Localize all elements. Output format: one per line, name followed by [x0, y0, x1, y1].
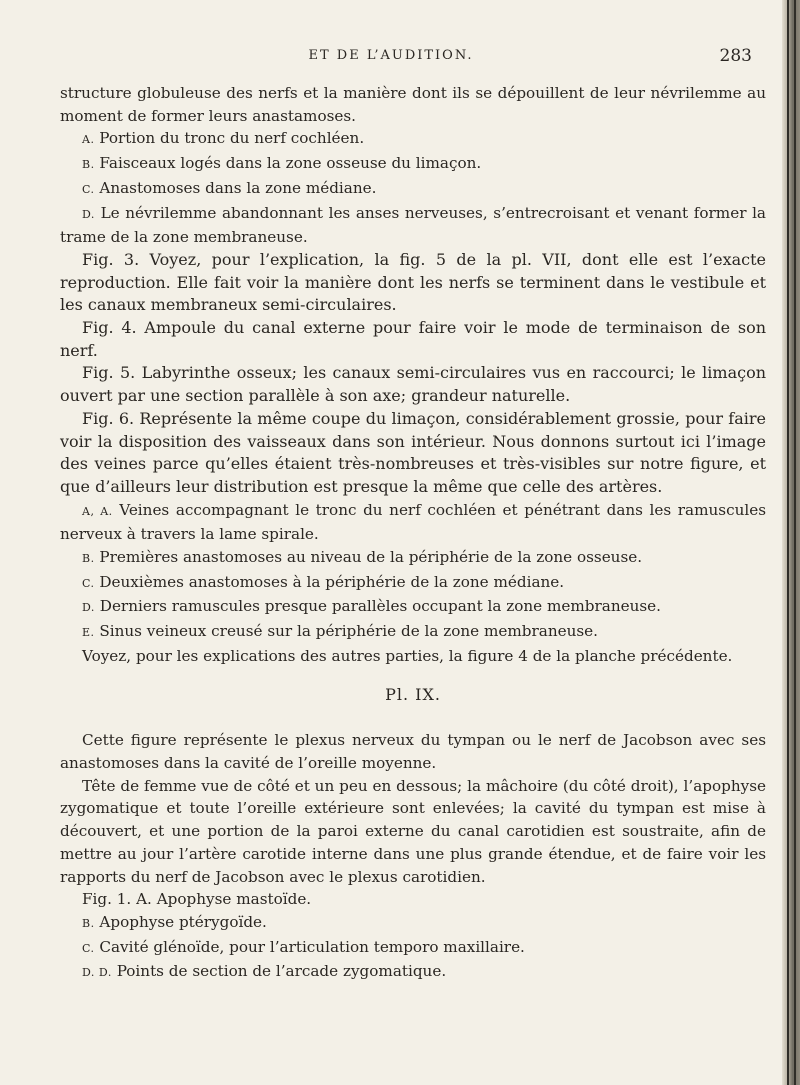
legend-item	[60, 177, 766, 202]
legend-item	[60, 960, 766, 985]
legend-key: B.	[82, 552, 95, 566]
paragraph-voyez: Voyez, pour les explications des autres parties, la figure 4 de la planche précédente.	[82, 646, 733, 665]
paragraph-fig-6: Fig. 6. Représente la même coupe du limaçon, considérablement grossie, pour faire voir la disposition des vaisseaux dans son intérieur. Nous donnons surtout ici l’image des veines parce qu’elles étaient très-nombreuses et très-visibles sur notre figure, et que d’ailleurs leur distribution est presque la même que celle des artères.	[60, 408, 766, 496]
gutter-line	[794, 0, 796, 1085]
legend-text: Derniers ramuscules presque parallèles occupant la zone membraneuse.	[99, 597, 661, 616]
paragraph-structure: structure globuleuse des nerfs et la manière dont ils se dépouillent de leur névrilemme au moment de former leurs anastamoses.	[60, 84, 766, 125]
legend-item	[60, 936, 766, 961]
legend-text: Apophyse mastoïde.	[156, 890, 312, 909]
legend-item	[60, 202, 766, 249]
legend-item	[60, 571, 766, 596]
binding-gutter	[782, 0, 800, 1085]
paragraph-fig-4: Fig. 4. Ampoule du canal externe pour faire voir le mode de terminaison de son nerf.	[60, 318, 766, 360]
legend-list-3	[60, 888, 766, 985]
legend-item	[60, 127, 766, 152]
legend-text: Anastomoses dans la zone médiane.	[99, 178, 377, 197]
legend-item	[60, 546, 766, 571]
plate-heading: Pl. IX.	[385, 684, 441, 704]
legend-item	[60, 620, 766, 645]
paragraph-plate-intro: Cette figure représente le plexus nerveux du tympan ou le nerf de Jacobson avec ses anastomoses dans la cavité de l’oreille moyenne.	[60, 731, 766, 772]
legend-key: C.	[82, 941, 95, 955]
legend-item	[60, 152, 766, 177]
page-number: 283	[719, 46, 752, 66]
legend-text: Cavité glénoïde, pour l’articulation temporo maxillaire.	[99, 937, 525, 956]
legend-list-1	[60, 127, 766, 249]
legend-item	[60, 595, 766, 620]
legend-key: A, A.	[82, 504, 113, 518]
legend-key: C.	[82, 182, 95, 196]
legend-text: Deuxièmes anastomoses à la périphérie de la zone médiane.	[99, 572, 565, 591]
legend-key: D. D.	[82, 966, 112, 980]
legend-text: Le névrilemme abandonnant les anses nerveuses, s’entrecroisant et venant former la trame de la zone membraneuse.	[60, 203, 766, 247]
page-header	[0, 46, 782, 66]
page-body	[60, 82, 766, 985]
running-head: ET DE L’AUDITION.	[308, 48, 474, 63]
legend-key: D.	[82, 601, 95, 615]
legend-key: B.	[82, 916, 95, 930]
paragraph-plate-description: Tête de femme vue de côté et un peu en dessous; la mâchoire (du côté droit), l’apophyse zygomatique et toute l’oreille extérieure sont enlevées; la cavité du tympan est mise à découvert, et une portion de la paroi externe du canal carotidien est soustraite, afin de mettre au jour l’artère carotide interne dans une plus grande étendue, et de faire voir les rapports du nerf de Jacobson avec le plexus carotidien.	[60, 776, 766, 886]
legend-text: Veines accompagnant le tronc du nerf cochléen et pénétrant dans les ramuscules nerveux à travers la lame spirale.	[60, 500, 767, 544]
legend-text: Premières anastomoses au niveau de la périphérie de la zone osseuse.	[99, 548, 643, 567]
paragraph-fig-5: Fig. 5. Labyrinthe osseux; les canaux semi-circulaires vus en raccourci; le limaçon ouvert par une section parallèle à son axe; grandeur naturelle.	[60, 363, 766, 406]
paragraph-fig-3: Fig. 3. Voyez, pour l’explication, la fig. 5 de la pl. VII, dont elle est l’exacte reproduction. Elle fait voir la manière dont les nerfs se terminent dans le vestibule et les canaux membraneux semi-circulaires.	[60, 249, 766, 315]
legend-key: E.	[82, 626, 95, 640]
legend-text: Points de section de l’arcade zygomatique.	[116, 962, 447, 981]
legend-item	[60, 911, 766, 936]
legend-list-2	[60, 499, 766, 645]
legend-key: D.	[82, 207, 95, 221]
legend-text: Portion du tronc du nerf cochléen.	[99, 129, 365, 148]
legend-text: Faisceaux logés dans la zone osseuse du limaçon.	[99, 154, 482, 173]
legend-key: B.	[82, 158, 95, 172]
legend-key: C.	[82, 576, 95, 590]
legend-item	[60, 888, 766, 911]
gutter-line	[787, 0, 789, 1085]
legend-key: Fig. 1. A.	[82, 890, 152, 909]
legend-item	[60, 499, 766, 546]
legend-text: Apophyse ptérygoïde.	[99, 912, 267, 931]
legend-key: A.	[82, 133, 95, 147]
legend-text: Sinus veineux creusé sur la périphérie de la zone membraneuse.	[99, 622, 598, 641]
